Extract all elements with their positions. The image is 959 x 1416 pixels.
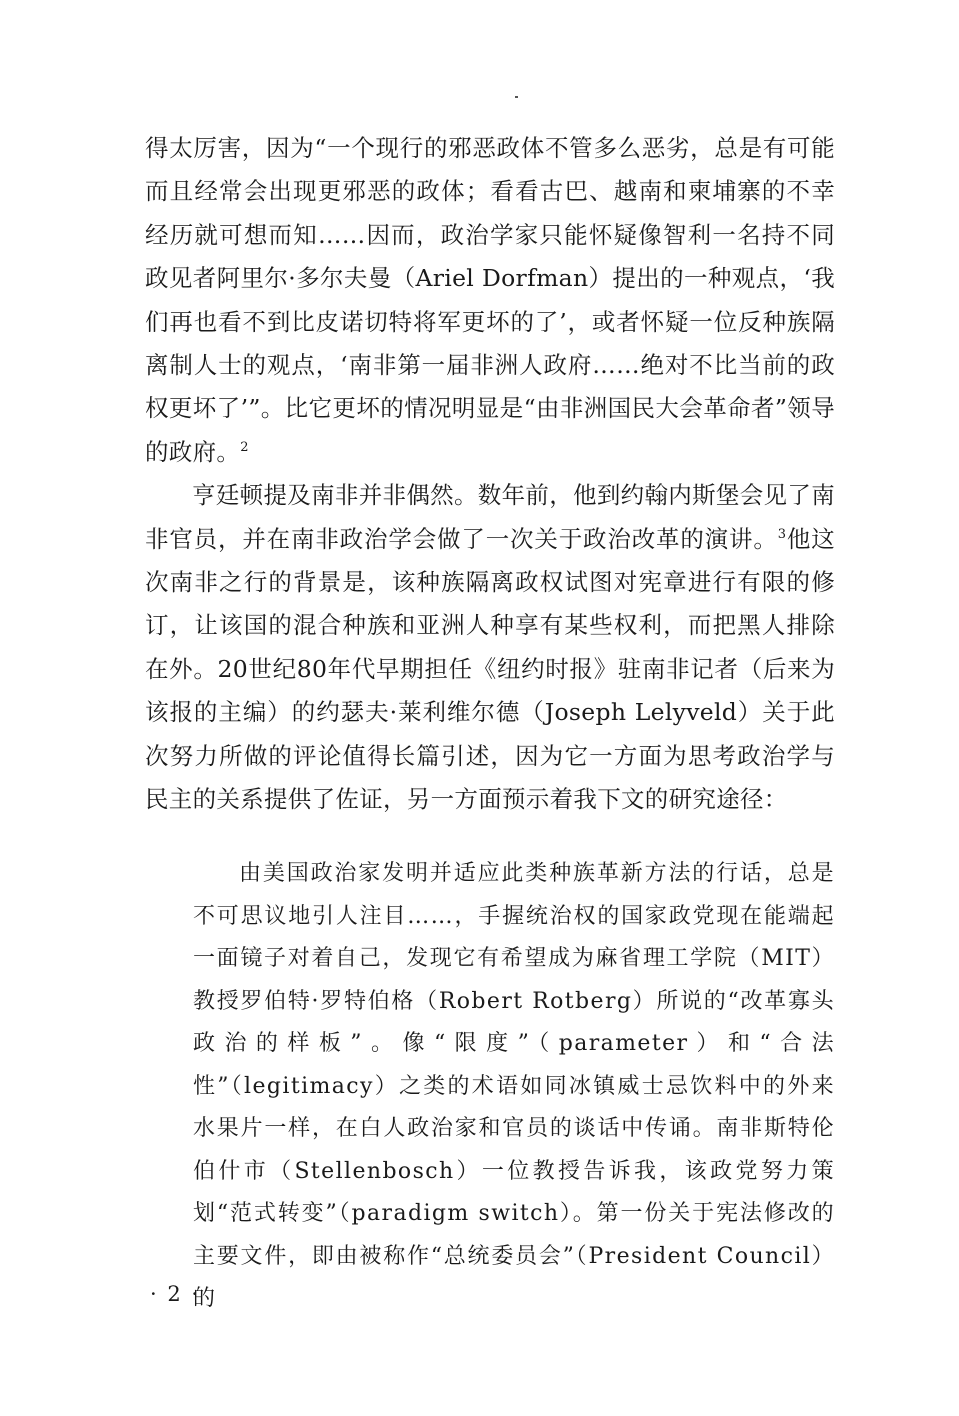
paragraph-2-text-after: 他这次南非之行的背景是，该种族隔离政权试图对宪章进行有限的修订，让该国的混合种族和亚洲人种享有某些权利，而把黑人排除在外。20世纪80年代早期担任《纽约时报》驻南非记者（后来为该报的主编）的约瑟夫·莱利维尔德（Joseph Lelyveld）关于此次努力所做的评论值得长篇引述，因为它一方面为思考政治学与民主的关系提供了佐证，另一方面预示着我下文的研究途径：: [145, 524, 835, 814]
main-text: [145, 127, 835, 822]
paragraph-2-text-before: 亨廷顿提及南非并非偶然。数年前，他到约翰内斯堡会见了南非官员，并在南非政治学会做了一次关于政治改革的演讲。: [145, 481, 835, 553]
footnote-ref-2: 2: [240, 440, 249, 456]
footnote-ref-3: 3: [777, 526, 787, 542]
scan-speck: [515, 96, 518, 98]
paragraph-1-text: 得太厉害，因为“一个现行的邪恶政体不管多么恶劣，总是有可能而且经常会出现更邪恶的政体；看看古巴、越南和柬埔寨的不幸经历就可想而知……因而，政治学家只能怀疑像智利一名持不同政见者阿里尔·多尔夫曼（Ariel Dorfman）提出的一种观点，‘我们再也看不到比皮诺切特将军更坏的了’，或者怀疑一位反种族隔离制人士的观点，‘南非第一届非洲人政府……绝对不比当前的政权更坏了’”。比它更坏的情况明显是“由非洲国民大会革命者”领导的政府。: [145, 134, 835, 466]
block-quote: [193, 853, 835, 1321]
paragraph-huntington: [145, 474, 835, 821]
paragraph-continued: [145, 127, 835, 474]
page-number: · 2 ·: [150, 1282, 201, 1306]
block-quote-text: 由美国政治家发明并适应此类种族革新方法的行话，总是不可思议地引人注目……，手握统治权的国家政党现在能端起一面镜子对着自己，发现它有希望成为麻省理工学院（MIT）教授罗伯特·罗特伯格（Robert Rotberg）所说的“改革寡头政治的样板”。像“限度”（parameter）和“合法性”（legitimacy）之类的术语如同冰镇威士忌饮料中的外来水果片一样，在白人政治家和官员的谈话中传诵。南非斯特伦伯什市（Stellenbosch）一位教授告诉我，该政党努力策划“范式转变”（paradigm switch）。第一份关于宪法修改的主要文件，即由被称作“总统委员会”（President Council）的: [193, 861, 835, 1311]
